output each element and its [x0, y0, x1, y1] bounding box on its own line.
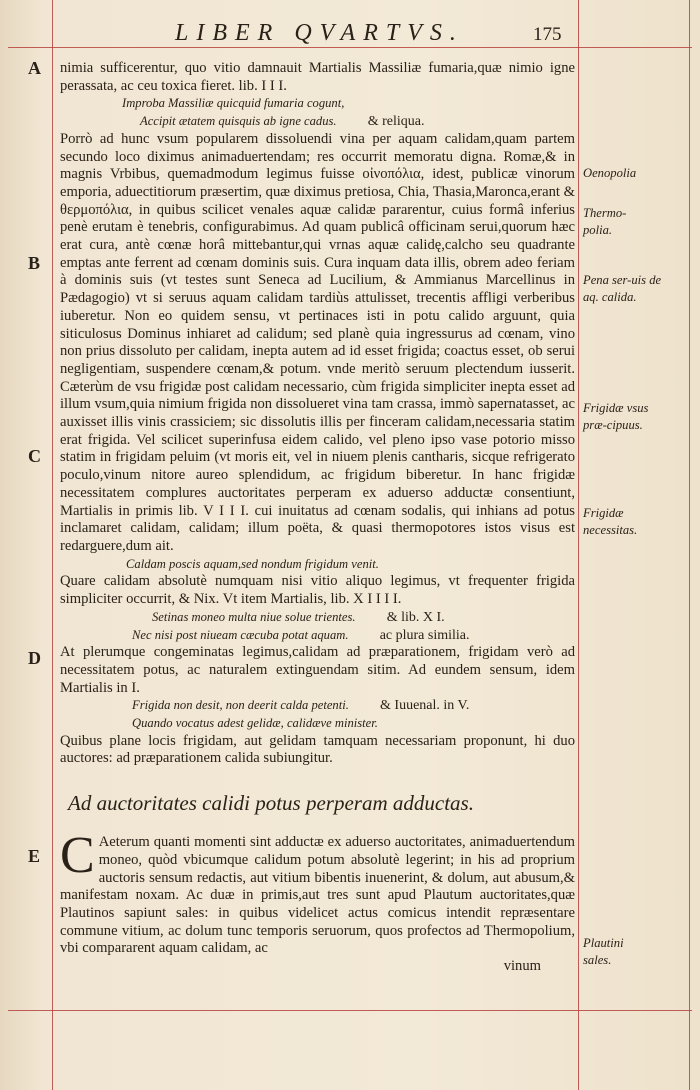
- verse-reference: & lib. X I.: [386, 609, 445, 625]
- verse-reference: ac plura similia.: [379, 627, 470, 643]
- body-paragraph: At plerumque congeminatas legimus,calidam ad præparationem, frigidam verò ad necessitatem potus, ac naturalem extinguendam sitim. Ad eundem sensum, idem Martialis in I.: [60, 644, 575, 696]
- marginal-gloss: Frigidæ necessitas.: [583, 506, 638, 537]
- intro-paragraph: nimia sufficerentur, quo vitio damnauit Martialis Massiliæ fumaria,quæ nimio igne perassata, ac ceu toxica fieret. lib. I I I.: [60, 60, 575, 94]
- marginal-gloss: Oenopolia: [583, 166, 637, 180]
- margin-letter-d: D: [28, 648, 41, 668]
- verse-quotation: [60, 113, 575, 131]
- margin-letter-b: B: [28, 253, 41, 273]
- verse-quotation: [60, 627, 575, 645]
- page-number: 175: [533, 24, 562, 45]
- marginal-gloss: Plautini sales.: [583, 936, 624, 967]
- verse-text: Setinas moneo multa niue solue trientes.: [152, 609, 356, 624]
- verse-reference: & Iuuenal. in V.: [380, 698, 470, 714]
- body-paragraph: [60, 827, 575, 958]
- drop-capital: C: [60, 827, 95, 885]
- marginal-gloss: Pena ser-uis de aq. calida.: [583, 273, 662, 304]
- marginal-gloss: Thermo-polia.: [583, 206, 627, 237]
- body-paragraph: Quare calidam absolutè numquam nisi vitio aliquo legimus, vt frequenter frigida simpliciter occurrit, & Nix. Vt item Martialis, lib. X I I I I.: [60, 573, 575, 608]
- margin-letter-e: E: [28, 846, 41, 866]
- left-rule: [52, 0, 53, 1090]
- body-paragraph: Quibus plane locis frigidam, aut gelidam tamquam necessariam proponunt, hi duo auctores: ad præparationem calida subiungitur.: [60, 732, 575, 767]
- verse-quotation: [60, 609, 575, 627]
- gloss-right-rule: [689, 0, 690, 1090]
- bottom-rule: [8, 1010, 692, 1011]
- verse-text: Nec nisi post niueam cæcuba potat aquam.: [132, 627, 349, 642]
- catchword: vinum: [503, 958, 541, 975]
- verse-reference: & reliqua.: [367, 114, 425, 130]
- text-right-rule: [578, 0, 579, 1090]
- main-text-column: [60, 60, 575, 976]
- verse-quotation: Improba Massiliæ quicquid fumaria cogunt,: [122, 96, 345, 111]
- marginal-gloss: Frigidæ vsus præ-cipuus.: [583, 401, 649, 432]
- verse-quotation: Quando vocatus adest gelidæ, calidæve minister.: [132, 716, 378, 731]
- verse-quotation: [60, 697, 575, 715]
- verse-text: Frigida non desit, non deerit calda petenti.: [132, 698, 349, 713]
- margin-letter-a: A: [28, 58, 41, 78]
- running-title: LIBER QVARTVS.: [175, 20, 464, 46]
- margin-letter-c: C: [28, 446, 41, 466]
- verse-text: Accipit ætatem quisquis ab igne cadus.: [140, 114, 337, 129]
- section-heading: Ad auctoritates calidi potus perperam adductas.: [68, 791, 474, 816]
- verse-quotation: Caldam poscis aquam,sed nondum frigidum venit.: [126, 556, 379, 571]
- top-rule: [8, 47, 692, 48]
- paragraph-text: Aeterum quanti momenti sint adductæ ex aduerso auctoritates, animaduertendum moneo, quòd vbicumque calidum potum absolutè legerint; in his ad proprium auctoris sensum redactis, aut vitium bibentis inuenerint, & dolum, aut abusum,& manifestam noxam. Ac duæ in primis,aut tres sunt apud Plautum auctoritates,quæ Plautinos sapiunt sales: in quibus videlicet actus comicus intendit repræsentare commune vitium, ac dolum tunc temporis seruorum, quos profectos ad Thermopolium, vbi compararent aquam calidam, ac: [60, 834, 575, 957]
- body-paragraph: Porrò ad hunc vsum popularem dissoluendi vina per aquam calidam,quam partem secundo loco diximus animaduertendam; res occurrit memoratu digna. Romæ,& in magnis Vrbibus, quemadmodum legimus fuisse οἰνοπόλια, idest, publicæ vinorum emporia, aduectitiorum præsertim, quæ diximus pretiosa, Chia, Thasia,Maronca,erant & θερμοπόλια, in quibus scilicet venales aquæ calidæ pararentur, cuius formâ inferius penè erutam è tenebris, configurabimus. Ad quam publicâ officinam serui,quorum hæc erat cura, antè cœnæ horâ mittebantur,qui vrnas aquæ calidę,calcho seu quadrante emptas ante ferrent ad cœnam dominis suis. Cura inquam data illis, obrem adeo feriam à dominis suis (vt testes sunt Seneca ad Lucilium, & Ammianus Marcellinus in Pædagogio) vt si seruus aquam calidam tardiùs attulisset, trecentis affligi verberibus iuberetur. Non eo quidem sensu, vt pertinaces isti in potu calido arguunt, quia siticulosus Dominus inhiaret ad calidum; sed planè quia ingressurus ad cœnam, vino non prius dissoluto per calidam, inepta autem ad id esset frigida; coactus esset, ob serui negligentiam, suspendere cœnam,& potum. vnde meritò seruum plectendum iusserit. Cæterùm de vsu frigidæ post calidam necessario, cùm frigida simpliciter inepta esset ad illum vsum,quia nimium frigida non dissolueret vina tam crassa, immò sapernatasset, ac auxisset illis vinis crassiciem; sic dissolutis illis per finceram calidam,necessaria statim erat frigida. Vel scilicet superinfusa eidem calido, vel pleno ipso vase potorio misso statim in frigidam peluim (vt moris eit, vel in niuem plenis cantharis, sicque refrigerato poculo,vinum nitore aureo splendidum, ac frigidum biberetur. In hanc frigidæ necessitatem complures auctoritates perperam ex aduerso adductæ consentiunt, Martialis in primis lib. V I I I. cui inuitatus ad cœnam sodalis, qui inhians ad potus inclamaret calidam, calidam; illum poëta, & quasi thermopotores istos visus est redarguere,dum ait.: [60, 130, 575, 554]
